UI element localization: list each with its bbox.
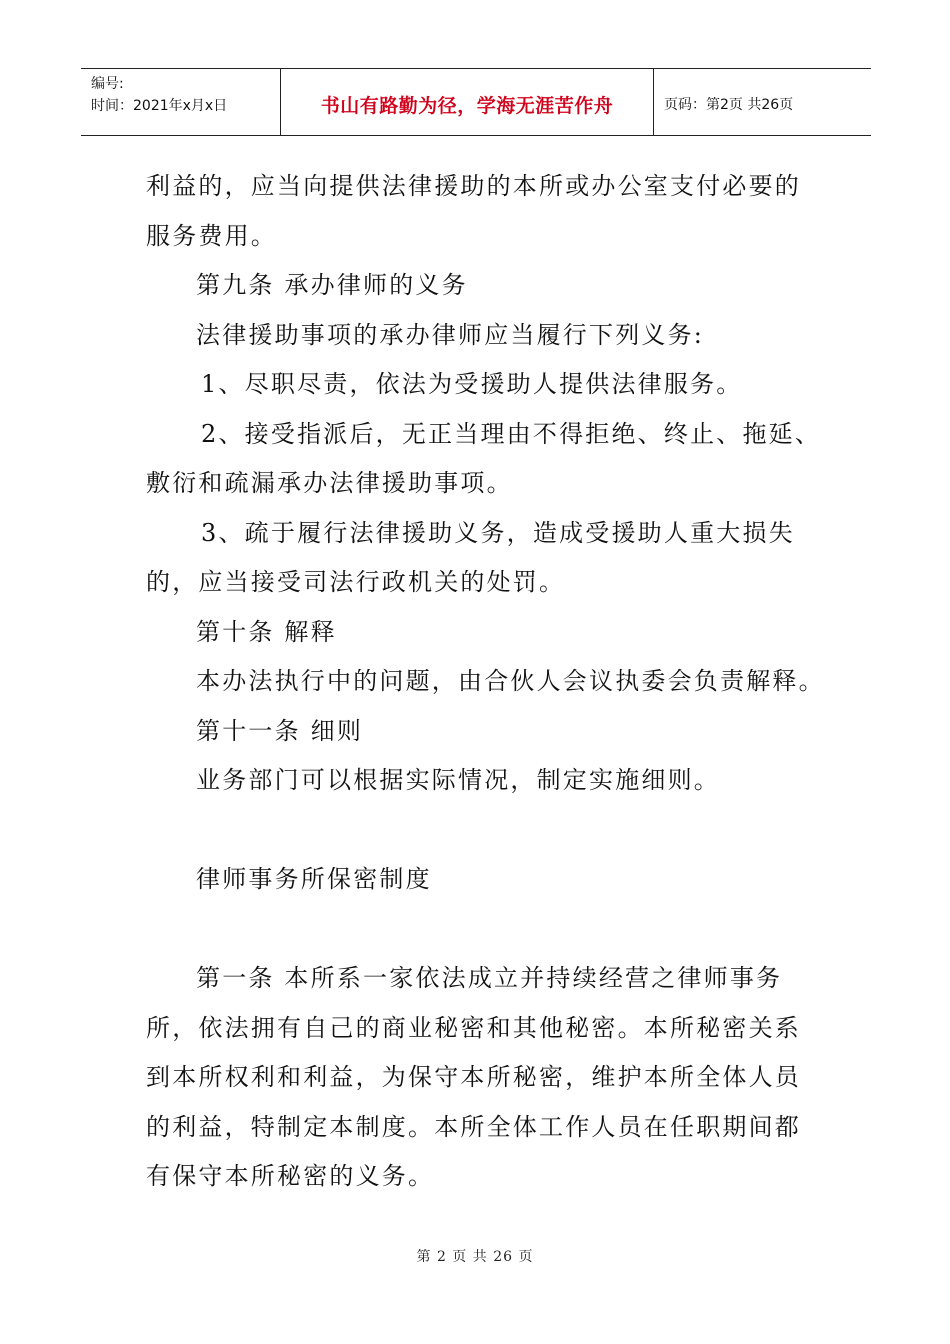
- paragraph-line: 利益的，应当向提供法律援助的本所或办公室支付必要的: [146, 172, 801, 200]
- article-heading: 第十条 解释: [196, 617, 337, 646]
- page-header: [81, 68, 871, 136]
- list-item: 3、疏于履行法律援助义务，造成受援助人重大损失: [201, 518, 795, 547]
- article-heading: 第十一条 细则: [196, 716, 364, 745]
- paragraph-line: 到本所权利和利益，为保守本所秘密，维护本所全体人员: [146, 1063, 801, 1091]
- paragraph-line: 服务费用。: [146, 221, 277, 250]
- section-title: 律师事务所保密制度: [196, 865, 432, 893]
- paragraph-line: 所，依法拥有自己的商业秘密和其他秘密。本所秘密关系: [146, 1013, 801, 1042]
- article-heading: 第一条 本所系一家依法成立并持续经营之律师事务: [196, 964, 783, 992]
- blank-line: [146, 806, 816, 856]
- page-footer: 第 2 页 共 26 页: [416, 1249, 534, 1265]
- header-meta-cell: [81, 69, 281, 135]
- paragraph-line: 的，应当接受司法行政机关的处罚。: [146, 568, 566, 596]
- paragraph-line: 业务部门可以根据实际情况，制定实施细则。: [196, 766, 720, 794]
- paragraph-line: 本办法执行中的问题，由合伙人会议执委会负责解释。: [196, 667, 825, 695]
- blank-line: [146, 905, 816, 955]
- paragraph-line: 敷衍和疏漏承办法律援助事项。: [146, 469, 513, 497]
- header-page-info: 页码：第2页 共26页: [664, 97, 794, 113]
- list-item: 2、接受指派后，无正当理由不得拒绝、终止、拖延、: [201, 419, 822, 448]
- header-slogan: 书山有路勤为径，学海无涯苦作舟: [281, 69, 654, 135]
- article-heading: 第九条 承办律师的义务: [196, 271, 468, 299]
- paragraph-line: 法律援助事项的承办律师应当履行下列义务:: [196, 320, 705, 349]
- paragraph-line: 的利益，特制定本制度。本所全体工作人员在任职期间都: [146, 1112, 801, 1141]
- document-time-label: 时间：2021年x月x日: [91, 98, 228, 114]
- document-body: [146, 162, 825, 1202]
- list-item: 1、尽职尽责，依法为受援助人提供法律服务。: [201, 370, 743, 398]
- paragraph-line: 有保守本所秘密的义务。: [146, 1162, 435, 1190]
- document-number-label: 编号:: [91, 76, 124, 92]
